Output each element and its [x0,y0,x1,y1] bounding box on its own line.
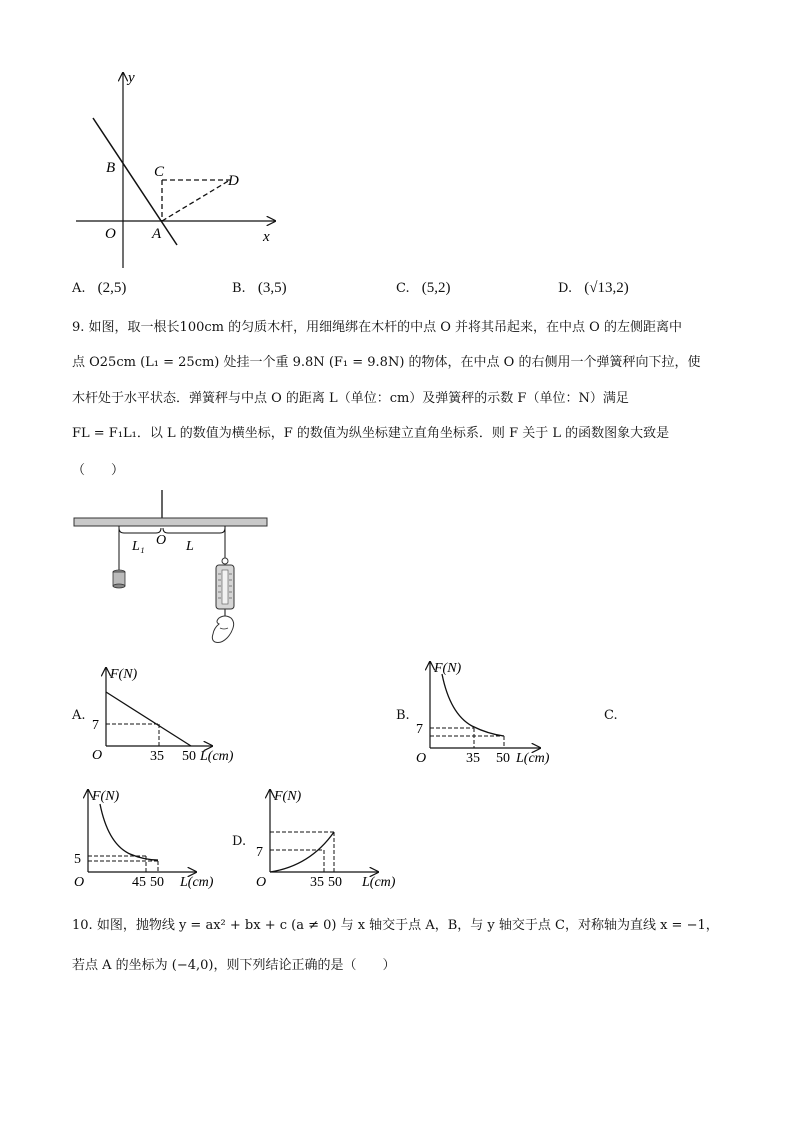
graph-c-xtick-2: 50 [150,875,164,890]
option-letter: B. [232,281,246,296]
graph-b-ylabel: F(N) [434,661,462,676]
label-x: x [263,229,270,245]
brace-l1 [119,528,161,533]
label-a: A [152,226,162,242]
graph-a-xtick-2: 50 [182,749,196,764]
graph-d-xlabel: L(cm) [362,875,396,890]
label-d: D [228,173,239,189]
q9-line-3: 木杆处于水平状态．弹簧秤与中点 O 的距离 L（单位：cm）及弹簧秤的示数 F（单位：N）满足 [72,391,629,406]
q9-line-1 [72,318,682,338]
option-letter: D. [232,834,247,849]
q9-option-c[interactable] [604,708,618,723]
graph-c-ytick: 5 [74,852,81,867]
option-letter: C. [396,281,410,296]
question-number: 10. [72,918,93,933]
graph-a-ytick: 7 [92,718,99,733]
graph-d [252,784,412,894]
graph-a [88,662,248,770]
option-letter: C. [604,708,618,723]
label-y: y [128,70,135,86]
option-letter: A. [72,281,86,296]
brace-l [163,528,225,533]
q9-option-a[interactable] [72,708,86,723]
graph-a-curve [106,692,191,746]
option-letter: D. [558,281,573,296]
question-text: 如图，取一根长100cm 的匀质木杆，用细绳绑在木杆的中点 O 并将其吊起来，在中点 O 的左侧距离中 [88,320,682,335]
q9-answer-blank: （ ） [72,463,125,478]
graph-a-ylabel: F(N) [110,667,138,682]
q9-line-4: FL = F₁L₁．以 L 的数值为横坐标，F 的数值为纵坐标建立直角坐标系．则 F 关于 L 的函数图象大致是 [72,426,670,441]
q8-option-a[interactable] [72,280,126,297]
option-value: (5,2) [421,280,451,296]
option-value: (2,5) [97,280,127,296]
question-text: 如图，抛物线 y = ax² + bx + c (a ≠ 0) 与 x 轴交于点 A，B，与 y 轴交于点 C，对称轴为直线 x = −1， [96,918,719,933]
q9-option-d[interactable] [232,834,246,849]
graph-c-xlabel: L(cm) [180,875,214,890]
question-number: 9. [72,320,85,335]
q8-option-c[interactable] [396,280,451,297]
graph-d-ylabel: F(N) [274,789,302,804]
graph-d-xtick-2: 50 [328,875,342,890]
label-l: L [186,539,194,554]
q10-line-2: 若点 A 的坐标为 (−4,0)，则下列结论正确的是（ ） [72,958,396,973]
graph-b-curve [442,674,504,736]
dashed-ad [162,180,230,221]
graph-b-xtick-1: 35 [466,751,480,766]
label-l1: L₁ [132,539,145,554]
option-value: (3,5) [257,280,287,296]
label-o: O [105,226,116,242]
q8-coordinate-figure [70,68,290,273]
q9-line-2: 点 O25cm (L₁ = 25cm) 处挂一个重 9.8N (F₁ = 9.8N) 的物体，在中点 O 的右侧用一个弹簧秤向下拉，使 [72,355,701,370]
graph-c-origin: O [74,875,85,890]
label-b: B [106,160,116,176]
weight-icon [113,570,125,588]
graph-c-ylabel: F(N) [92,789,120,804]
option-value: (√13,2) [584,280,629,296]
graph-d-ytick: 7 [256,845,263,860]
graph-b-xtick-2: 50 [496,751,510,766]
q9-option-b[interactable] [396,708,410,723]
q10-line-1 [72,916,719,936]
graph-b-origin: O [416,751,427,766]
option-letter: A. [72,708,86,723]
graph-b-ytick: 7 [416,722,423,737]
option-letter: B. [396,708,410,723]
graph-d-xtick-1: 35 [310,875,324,890]
q8-option-d[interactable] [558,280,629,297]
wooden-rod [74,518,267,526]
graph-d-origin: O [256,875,267,890]
graph-b [412,656,572,772]
graph-c-xtick-1: 45 [132,875,146,890]
graph-a-xlabel: L(cm) [200,749,234,764]
label-o-center: O [156,533,167,548]
graph-b-xlabel: L(cm) [516,751,550,766]
graph-a-origin: O [92,748,103,763]
label-c: C [154,164,165,180]
hand-icon [212,616,233,643]
graph-c [70,784,230,894]
q8-option-b[interactable] [232,280,287,297]
q9-lever-apparatus [70,488,275,653]
graph-a-xtick-1: 35 [150,749,164,764]
spring-scale-icon [216,558,234,616]
graph-c-curve [100,804,158,860]
